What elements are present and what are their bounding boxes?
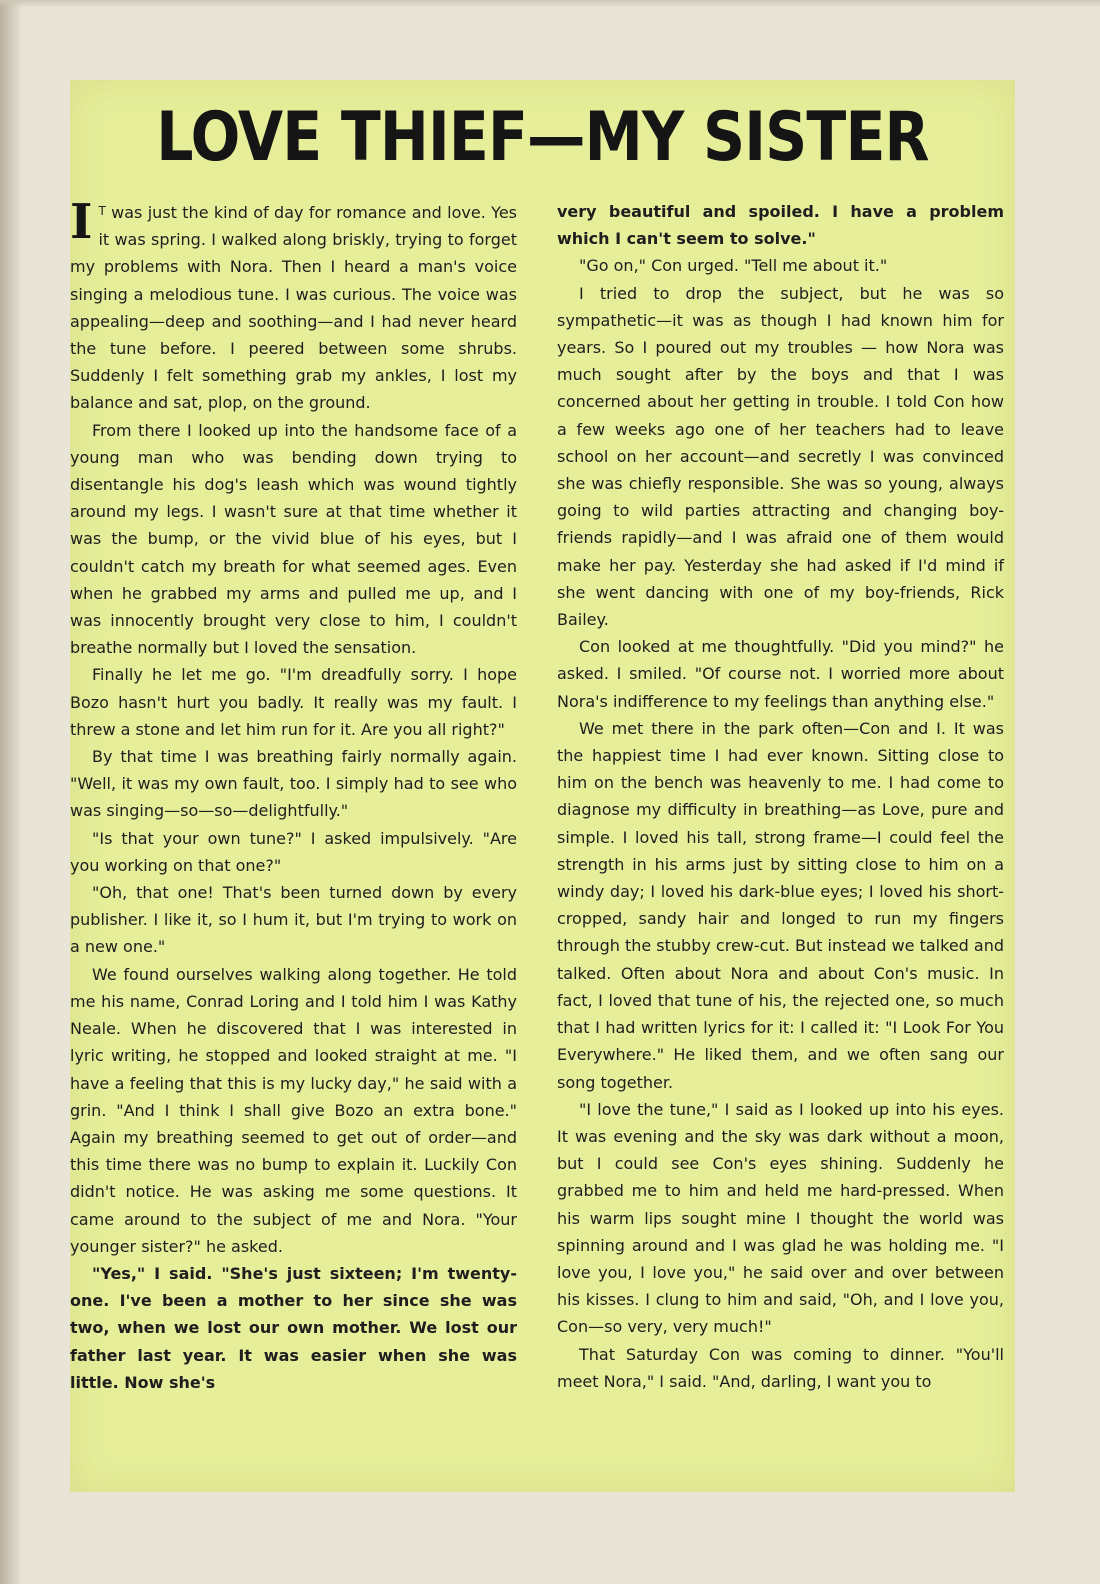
page-top-shadow (0, 0, 1100, 8)
right-paragraph: "Go on," Con urged. "Tell me about it." (579, 256, 888, 276)
story-title: LOVE THIEF—MY SISTER (156, 98, 929, 177)
opening-paragraph (70, 194, 517, 417)
left-paragraph: We found ourselves walking along together. He told me his name, Conrad Loring and I told him I was Kathy Neale. When he discovered that I was interested in lyric writing, he stopped and looked straight at me. "I have a feeling that this is my lucky day," he said with a grin. "And I think I shall give Bozo an extra bone." Again my breathing seemed to get out of order—and this time there was no bump to explain it. Luckily Con didn't notice. He was asking me some questions. It came around to the subject of me and Nora. "Your younger sister?" he asked. (70, 964, 517, 1256)
left-paragraph: From there I looked up into the handsome face of a young man who was bending down trying to disentangle his dog's leash which was wound tightly around my legs. I wasn't sure at that time whether it was the bump, or the vivid blue of his eyes, but I couldn't catch my breath for what seemed ages. Even when he grabbed my arms and pulled me up, and I was innocently brought very close to him, I couldn't breathe normally but I loved the sensation. (70, 420, 517, 658)
continued-paragraph: very beautiful and spoiled. I have a problem which I can't seem to solve." (557, 202, 1004, 249)
right-paragraph: "I love the tune," I said as I looked up into his eyes. It was evening and the sky was dark without a moon, but I could see Con's eyes shining. Suddenly he grabbed me to him and held me hard-pressed. When his warm lips sought mine I thought the world was spinning around and I was glad he was holding me. "I love you, I love you," he said over and over between his kisses. I clung to him and said, "Oh, and I love you, Con—so very, very much!" (557, 1099, 1004, 1337)
left-paragraph: By that time I was breathing fairly normally again. "Well, it was my own fault, too. I simply had to see who was singing—so—so—delightfully." (70, 747, 517, 821)
page-binding-edge (0, 0, 22, 1584)
story-panel (70, 80, 1015, 1492)
left-paragraph: "Oh, that one! That's been turned down by every publisher. I like it, so I hum it, but I'm trying to work on a new one." (70, 883, 517, 957)
right-paragraph: We met there in the park often—Con and I. It was the happiest time I had ever known. Sitting close to him on the bench was heavenly to me. I had come to diagnose my difficulty in breathing—as Love, pure and simple. I loved his tall, strong frame—I could feel the strength in his arms just by sitting close to him on a windy day; I loved his dark-blue eyes; I loved his short-cropped, sandy hair and longed to run my fingers through the stubby crew-cut. But instead we talked and talked. Often about Nora and about Con's music. In fact, I loved that tune of his, the rejected one, so much that I had written lyrics for it: I called it: "I Look For You Everywhere." He liked them, and we often sang our song together. (557, 718, 1005, 1092)
left-column (70, 194, 517, 1396)
left-paragraph: "Yes," I said. "She's just sixteen; I'm twenty-one. I've been a mother to her since she was two, when we lost our own mother. We lost our father last year. It was easier when she was little. Now she's (70, 1263, 517, 1392)
left-paragraph: Finally he let me go. "I'm dreadfully sorry. I hope Bozo hasn't hurt you badly. It really was my fault. I threw a stone and let him run for it. Are you all right?" (70, 665, 517, 739)
drop-cap-tail: T (98, 204, 106, 218)
right-paragraph: That Saturday Con was coming to dinner. "You'll meet Nora," I said. "And, darling, I want you to (557, 1344, 1004, 1391)
left-paragraph: "Is that your own tune?" I asked impulsively. "Are you working on that one?" (70, 828, 517, 875)
right-paragraph: Con looked at me thoughtfully. "Did you mind?" he asked. I smiled. "Of course not. I worried more about Nora's indifference to my feelings than anything else." (557, 637, 1004, 711)
right-column (557, 198, 1004, 1395)
drop-cap: I (70, 194, 93, 250)
right-paragraph: I tried to drop the subject, but he was so sympathetic—it was as though I had known him for years. So I poured out my troubles — how Nora was much sought after by the boys and that I was concerned about her getting in trouble. I told Con how a few weeks ago one of her teachers had to leave school on her account—and secretly I was convinced she was chiefly responsible. She was so young, always going to wild parties attracting and changing boy-friends rapidly—and I was afraid one of them would make her pay. Yesterday she had asked if I'd mind if she went dancing with one of my boy-friends, Rick Bailey. (557, 283, 1004, 630)
opening-text: was just the kind of day for romance and love. Yes it was spring. I walked along briskly, trying to forget my problems with Nora. Then I heard a man's voice singing a melodious tune. I was curious. The voice was appealing—deep and soothing—and I had never heard the tune before. I peered between some shrubs. Suddenly I felt something grab my ankles, I lost my balance and sat, plop, on the ground. (70, 203, 517, 413)
